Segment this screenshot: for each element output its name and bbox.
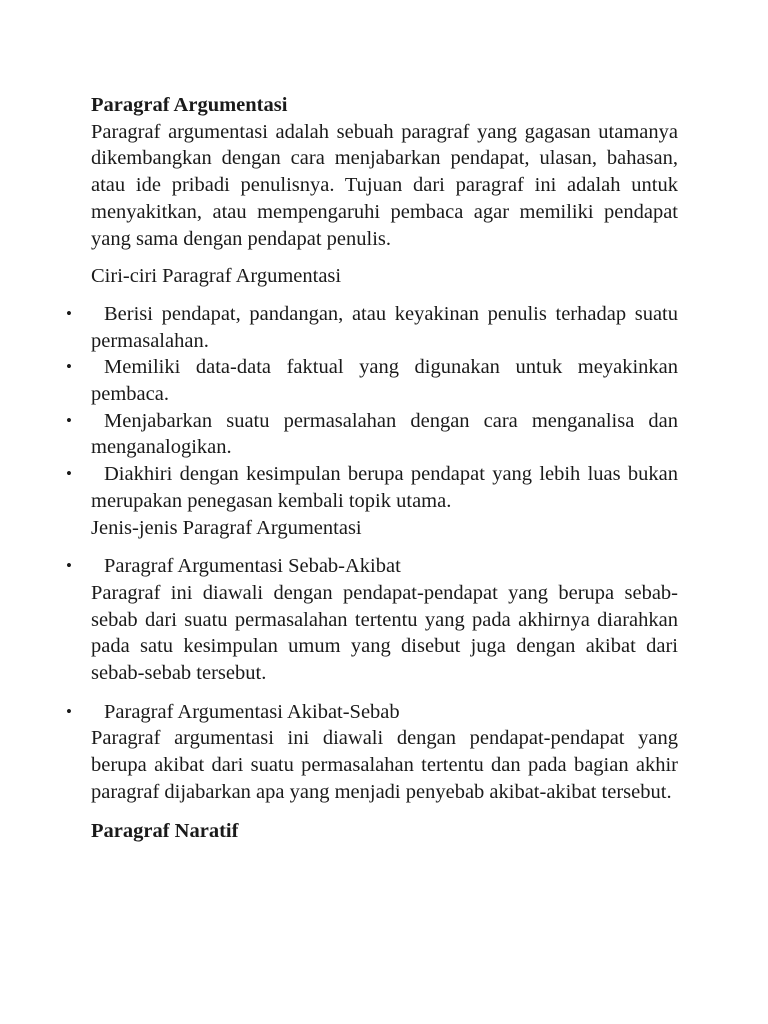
list-item-text: Memiliki data-data faktual yang digunakan untuk meyakinkan pembaca.	[91, 356, 678, 406]
ciri-list	[66, 301, 678, 515]
bullet-icon: •	[66, 701, 72, 721]
paragraph-definition: Paragraf argumentasi adalah sebuah paragraf yang gagasan utamanya dikembangkan dengan cara menjabarkan pendapat, ulasan, bahasan, atau ide pribadi penulisnya. Tujuan dari paragraf ini adalah untuk menyakitkan, atau mempengaruhi pembaca agar memiliki pendapat yang sama dengan pendapat penulis.	[91, 120, 678, 250]
list-item	[66, 408, 678, 461]
section-title-argumentasi: Paragraf Argumentasi	[91, 94, 288, 116]
jenis-item-akibat-sebab	[66, 699, 678, 806]
list-item-text: Berisi pendapat, pandangan, atau keyakinan penulis terhadap suatu permasalahan.	[91, 302, 678, 352]
subheading-jenis: Jenis-jenis Paragraf Argumentasi	[91, 516, 362, 539]
jenis-item-title: Paragraf Argumentasi Akibat-Sebab	[104, 700, 400, 723]
jenis-item-body: Paragraf ini diawali dengan pendapat-pendapat yang berupa sebab-sebab dari suatu permasalahan tertentu yang pada akhirnya diarahkan pada satu kesimpulan umum yang disebut juga dengan akibat dari sebab-sebab tersebut.	[91, 581, 678, 685]
bullet-icon: •	[66, 556, 72, 576]
jenis-item-sebab-akibat	[66, 553, 678, 687]
list-item	[66, 354, 678, 407]
list-item	[66, 461, 678, 514]
bullet-icon: •	[66, 303, 72, 323]
list-item-text: Diakhiri dengan kesimpulan berupa pendapat yang lebih luas bukan merupakan penegasan kembali topik utama.	[91, 463, 678, 512]
list-item-text: Menjabarkan suatu permasalahan dengan cara menganalisa dan menganalogikan.	[91, 409, 678, 459]
bullet-icon: •	[66, 410, 72, 430]
subheading-ciri: Ciri-ciri Paragraf Argumentasi	[91, 265, 342, 288]
section-title-naratif: Paragraf Naratif	[91, 819, 239, 842]
bullet-icon: •	[66, 357, 72, 377]
bullet-icon: •	[66, 464, 72, 484]
list-item	[66, 301, 678, 354]
jenis-item-title: Paragraf Argumentasi Sebab-Akibat	[104, 555, 401, 578]
jenis-item-body: Paragraf argumentasi ini diawali dengan pendapat-pendapat yang berupa akibat dari suatu permasalahan tertentu dan pada bagian akhir paragraf dijabarkan apa yang menjadi penyebab akibat-akibat tersebut.	[91, 727, 678, 803]
document-page	[66, 92, 678, 844]
